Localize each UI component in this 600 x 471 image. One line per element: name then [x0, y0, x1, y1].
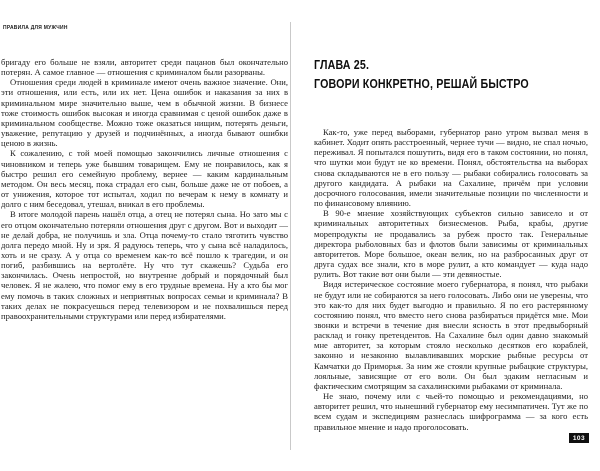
right-page-paragraph-3: Видя истерическое состояние моего губернатора, я понял, что рыбаки не будут или не собираются за него голосовать. Либо они не уверены, что это как-то для них будет выгодно и правильно. Я по его растерянному состоянию понял, что вместо него снова разбираться придётся мне. Мои звонки и встречи в течение дня внесли ясность в этот предвыборный расклад и гонку претендентов. На Сахалине был один давно знакомый мне авторитет, за которым стояло несколько десятков его кораблей, законно и незаконно вылавливавших морские рыбные ресурсы от Камчатки до Приморья. За ним же стояли крупные рыбацкие структуры, лояльные, зависящие от его воли. Он был эдаким негласным и фактическим смотрящим за сахалинскими рыбаками от криминала. — [314, 279, 588, 391]
left-page — [1, 57, 288, 321]
right-page-body — [314, 127, 588, 432]
right-page-paragraph-2: В 90-е мнение хозяйствующих субъектов сильно зависело и от криминальных авторитетных бизнесменов. Рыба, крабы, другие морепродукты не продавались за рубеж просто так. Генеральные директора рыболовных баз и флотов были зависимы от криминальных авторитетов. Море большое, океан велик, но на разбросанных друг от друга судах все знали, кто в море рулит, а кто командует — куда надо рулить. Вот такие вот они были — эти девяностые. — [314, 208, 588, 280]
running-header: ПРАВИЛА ДЛЯ МУЖЧИН — [3, 25, 68, 31]
chapter-number: ГЛАВА 25. — [314, 57, 370, 72]
page-gutter-divider — [290, 22, 291, 450]
right-page-paragraph-4: Не знаю, почему или с чьей-то помощью и рекомендациями, но авторитет решил, что нынешний губернатор ему несимпатичен. Тут же по всем судам и экспедициям разнеслась шифрограмма — за кого есть правильное мнение и надо проголосовать. — [314, 391, 588, 432]
page-number-badge: 103 — [569, 433, 589, 443]
left-page-paragraph-2: Отношения среди людей в криминале имеют очень важное значение. Они, эти отношения, или есть, или их нет. Цена ошибок и наказания за них в криминальном мире значительно выше, чем в обычной жизни. В бизнесе тоже стоимость ошибок высокая и иногда сравнимая с ценой ошибок даже в криминальном сообществе. Можно тоже оказаться нищим, потерять деньги, уважение, репутацию у друзей и подчинённых, а иногда бывают ошибки ценою в жизнь. — [1, 77, 288, 149]
left-page-paragraph-3: К сожалению, с той моей помощью закончились личные отношения с чиновником и теперь уже бывшим товарищем. Ему не понравилось, как я быстро решил его семейную проблему, вернее — каким кардинальным методом. Он весь месяц, пока страдал его сын, больше даже не от побоев, а от унижения, которое тот испытал, ходил по вечерам к нему в комнату и долго с ним беседовал, утешал, вникал в его проблемы. — [1, 148, 288, 210]
left-page-paragraph-1: бригаду его больше не взяли, авторитет среди пацанов был окончательно потерян. А самое главное — отношения с криминалом были разорваны. — [1, 57, 288, 78]
right-page-paragraph-1: Как-то, уже перед выборами, губернатор рано утром вызвал меня в кабинет. Ходит опять расстроенный, чернее тучи — видно, не спал ночью, переживал. Я попытался пошутить, видя его в таком состоянии, но понял, что шутки мои будут не ко времени. Понял, обстоятельства на выборах снова складываются не в его пользу — рыбаки собирались голосовать за другого кандидата. А рыбаки на Сахалине, причём при условии досрочного голосования, имели значительные позиции по численности и по финансовому влиянию. — [314, 127, 588, 209]
right-page — [314, 57, 588, 432]
chapter-title: ГОВОРИ КОНКРЕТНО, РЕШАЙ БЫСТРО — [314, 76, 529, 91]
left-page-paragraph-4: В итоге молодой парень нашёл отца, а отец не потерял сына. Но зато мы с его отцом окончательно потеряли отношения друг с другом. Вот и выходит — не делай добра, не получишь и зла. Отца почему-то стало тяготить чувство долга передо мной. Ну и зря. Я радуюсь теперь, что у сына всё наладилось, хоть и не сразу. А у отца со временем как-то всё пошло к трагедии, и он погиб, разбившись на вертолёте. Ну что тут скажешь? Судьба его закончилась. Очень непростой, но внутренне добрый и порядочный был человек. Я не жалею, что помог ему в его трудные времена. Ну а кто бы мог ему помочь в таких сложных и неприятных вопросах семьи и криминала? В таких делах не покрасуешься перед телевизором и не похвалишься перед правоохранительными структурами или перед избирателями. — [1, 209, 288, 321]
